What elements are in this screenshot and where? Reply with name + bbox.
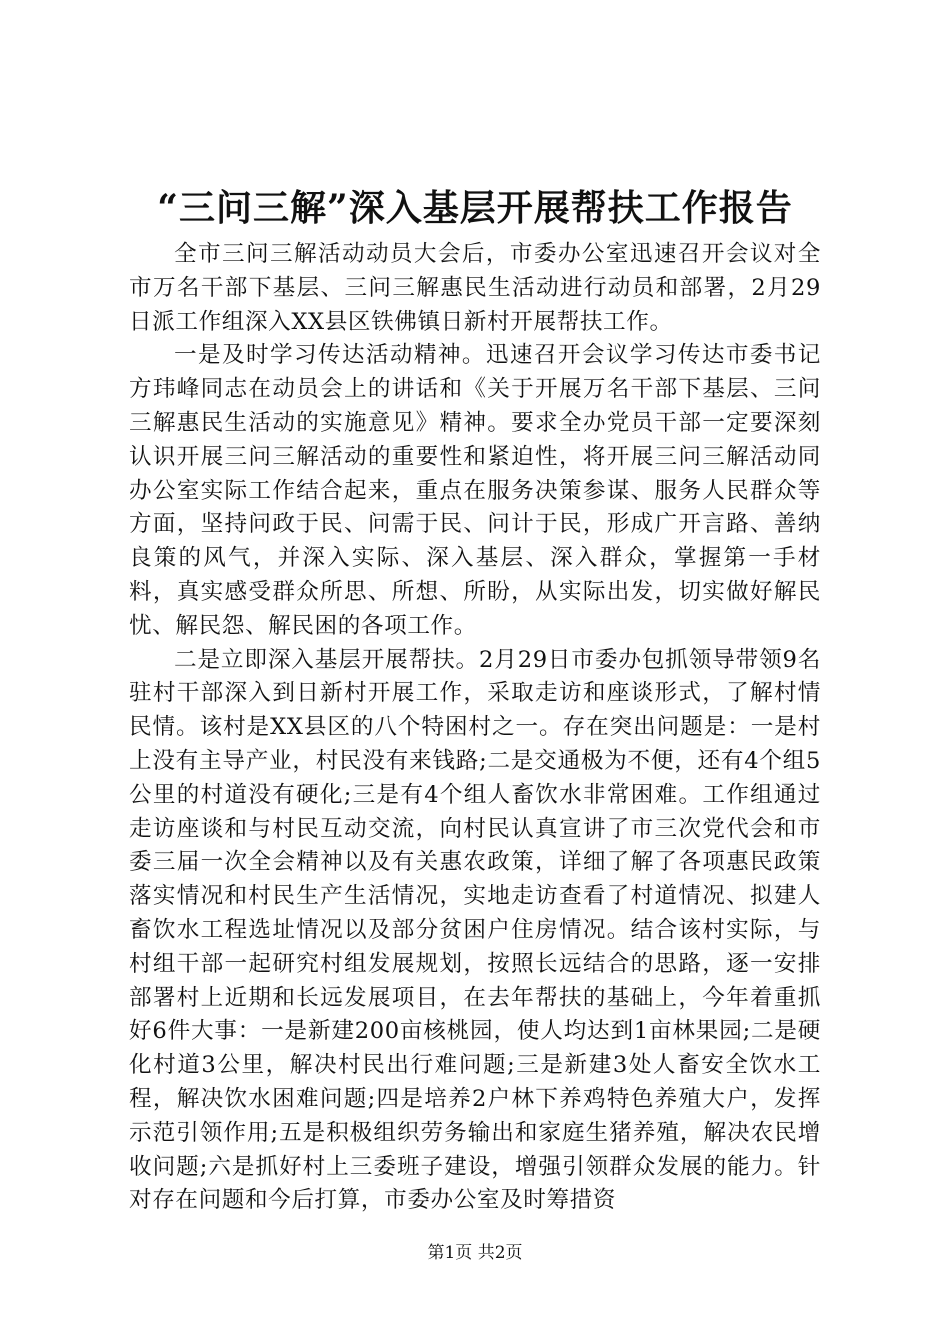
- document-body: [129, 238, 821, 1218]
- paragraph-study-spirit: 一是及时学习传达活动精神。迅速召开会议学习传达市委书记方玮峰同志在动员会上的讲话和《关于开展万名干部下基层、三问三解惠民生活动的实施意见》精神。要求全办党员干部一定要深刻认识开展三问三解活动的重要性和紧迫性，将开展三问三解活动同办公室实际工作结合起来，重点在服务决策参谋、服务人民群众等方面，坚持问政于民、问需于民、问计于民，形成广开言路、善纳良策的风气，并深入实际、深入基层、深入群众，掌握第一手材料，真实感受群众所思、所想、所盼，从实际出发，切实做好解民忧、解民怨、解民困的各项工作。: [129, 342, 821, 639]
- paragraph-grassroots-assistance: 二是立即深入基层开展帮扶。2月29日市委办包抓领导带领9名驻村干部深入到日新村开展工作，采取走访和座谈形式，了解村情民情。该村是XX县区的八个特困村之一。存在突出问题是：一是村上没有主导产业，村民没有来钱路;二是交通极为不便，还有4个组5公里的村道没有硬化;三是有4个组人畜饮水非常困难。工作组通过走访座谈和与村民互动交流，向村民认真宣讲了市三次党代会和市委三届一次全会精神以及有关惠农政策，详细了解了各项惠民政策落实情况和村民生产生活情况，实地走访查看了村道情况、拟建人畜饮水工程选址情况以及部分贫困户住房情况。结合该村实际，与村组干部一起研究村组发展规划，按照长远结合的思路，逐一安排部署村上近期和长远发展项目，在去年帮扶的基础上，今年着重抓好6件大事：一是新建200亩核桃园，使人均达到1亩林果园;二是硬化村道3公里，解决村民出行难问题;三是新建3处人畜安全饮水工程，解决饮水困难问题;四是培养2户林下养鸡特色养殖大户，发挥示范引领作用;五是积极组织劳务输出和家庭生猪养殖，解决农民增收问题;六是抓好村上三委班子建设，增强引领群众发展的能力。针对存在问题和今后打算，市委办公室及时筹措资: [129, 646, 821, 1214]
- paragraph-intro: 全市三问三解活动动员大会后，市委办公室迅速召开会议对全市万名干部下基层、三问三解惠民生活动进行动员和部署，2月29日派工作组深入XX县区铁佛镇日新村开展帮扶工作。: [129, 241, 821, 335]
- document-title: “三问三解”深入基层开展帮扶工作报告: [157, 187, 793, 229]
- page-number-footer: 第1页 共2页: [427, 1243, 523, 1263]
